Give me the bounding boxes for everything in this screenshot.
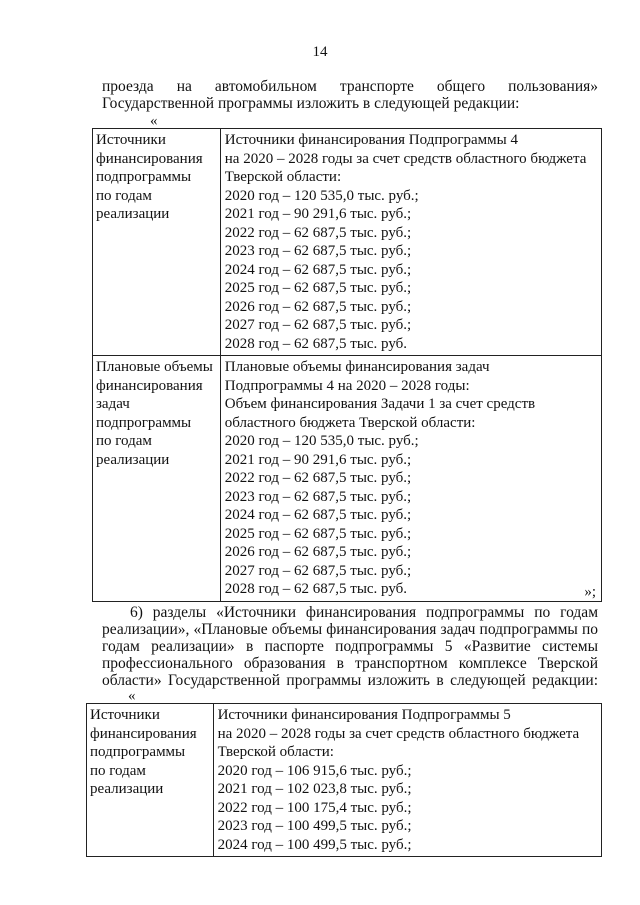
table-row	[93, 356, 602, 602]
label-line: по годам	[96, 433, 152, 449]
content-line: 2021 год – 90 291,6 тыс. руб.;	[224, 451, 412, 468]
content-line: Подпрограммы 4 на 2020 – 2028 годы:	[224, 377, 470, 394]
content-line: 2021 год – 102 023,8 тыс. руб.;	[217, 781, 412, 797]
label-line: Источники	[96, 132, 166, 148]
content-line: 2025 год – 62 687,5 тыс. руб.;	[224, 280, 412, 296]
label-line: Плановые объемы	[96, 359, 213, 375]
content-line: областного бюджета Тверской области:	[224, 414, 476, 431]
label-line: финансирования	[90, 725, 197, 742]
intro-line-2: Государственной программы изложить в следующей редакции:	[102, 95, 520, 112]
content-line: Объем финансирования Задачи 1 за счет средств	[224, 396, 536, 412]
para6-line-4: профессионального образования в транспортном комплексе Тверской	[102, 655, 598, 672]
content-line: 2022 год – 100 175,4 тыс. руб.;	[217, 799, 412, 816]
content-line: 2022 год – 62 687,5 тыс. руб.;	[224, 224, 412, 241]
content-line: 2024 год – 62 687,5 тыс. руб.;	[224, 507, 412, 523]
content-line: 2020 год – 120 535,0 тыс. руб.;	[224, 433, 419, 449]
content-line: 2020 год – 120 535,0 тыс. руб.;	[224, 187, 419, 204]
content-line: Источники финансирования Подпрограммы 4	[224, 132, 518, 148]
content-line: 2023 год – 100 499,5 тыс. руб.;	[217, 818, 412, 834]
content-line: на 2020 – 2028 годы за счет средств областного бюджета	[217, 725, 580, 742]
content-line: Источники финансирования Подпрограммы 5	[217, 707, 511, 723]
content-line: 2028 год – 62 687,5 тыс. руб.	[224, 581, 408, 597]
label-line: реализации	[90, 781, 164, 797]
label-line: по годам	[96, 187, 152, 204]
para6-line-1: 6) разделы «Источники финансирования подпрограммы по годам	[130, 604, 598, 621]
close-quote: »;	[584, 584, 596, 600]
row-content-sources	[213, 704, 601, 857]
content-line: 2021 год – 90 291,6 тыс. руб.;	[224, 206, 412, 222]
content-line: 2024 год – 100 499,5 тыс. руб.;	[217, 836, 412, 853]
row-content-sources	[220, 129, 601, 356]
content-line: 2022 год – 62 687,5 тыс. руб.;	[224, 470, 412, 486]
label-line: финансирования	[96, 150, 203, 167]
label-line: подпрограммы	[96, 414, 192, 431]
row-label-sources	[87, 704, 214, 857]
row-content-planned-volumes	[220, 356, 601, 602]
row-label-sources	[93, 129, 221, 356]
table-row	[93, 129, 602, 356]
table-row	[87, 704, 602, 857]
para6-line-5: области» Государственной программы изложить в следующей редакции:	[102, 672, 598, 689]
content-line: 2024 год – 62 687,5 тыс. руб.;	[224, 261, 412, 278]
content-line: 2027 год – 62 687,5 тыс. руб.;	[224, 317, 412, 333]
page-number: 14	[312, 44, 328, 60]
financing-table-subprogram-4	[92, 128, 602, 602]
content-line: 2023 год – 62 687,5 тыс. руб.;	[224, 488, 412, 505]
label-line: задач	[96, 396, 130, 412]
label-line: Источники	[90, 707, 160, 723]
content-line: 2025 год – 62 687,5 тыс. руб.;	[224, 525, 412, 542]
label-line: по годам	[90, 762, 146, 779]
para6-line-2: реализации», «Плановые объемы финансирования задач подпрограммы по	[102, 621, 598, 638]
content-line: 2026 год – 62 687,5 тыс. руб.;	[224, 544, 412, 560]
content-line: Плановые объемы финансирования задач	[224, 359, 490, 375]
label-line: подпрограммы	[96, 169, 192, 185]
label-line: подпрограммы	[90, 744, 186, 760]
content-line: 2027 год – 62 687,5 тыс. руб.;	[224, 562, 412, 579]
label-line: реализации	[96, 206, 170, 222]
open-quote: «	[150, 113, 158, 129]
label-line: финансирования	[96, 377, 203, 394]
content-line: 2023 год – 62 687,5 тыс. руб.;	[224, 243, 412, 259]
para6-line-3: годам реализации» в паспорте подпрограммы 5 «Развитие системы	[102, 638, 598, 655]
label-line: реализации	[96, 451, 170, 468]
content-line: 2026 год – 62 687,5 тыс. руб.;	[224, 298, 412, 315]
financing-table-subprogram-5	[86, 703, 602, 857]
content-line: Тверской области:	[217, 744, 334, 760]
content-line: 2028 год – 62 687,5 тыс. руб.	[224, 335, 408, 352]
content-line: Тверской области:	[224, 169, 342, 185]
content-line: на 2020 – 2028 годы за счет средств областного бюджета	[224, 150, 587, 167]
intro-line-1: проезда на автомобильном транспорте общего пользования»	[102, 78, 598, 95]
row-label-planned-volumes	[93, 356, 221, 602]
content-line: 2020 год – 106 915,6 тыс. руб.;	[217, 762, 412, 779]
open-quote-2: «	[128, 688, 136, 704]
